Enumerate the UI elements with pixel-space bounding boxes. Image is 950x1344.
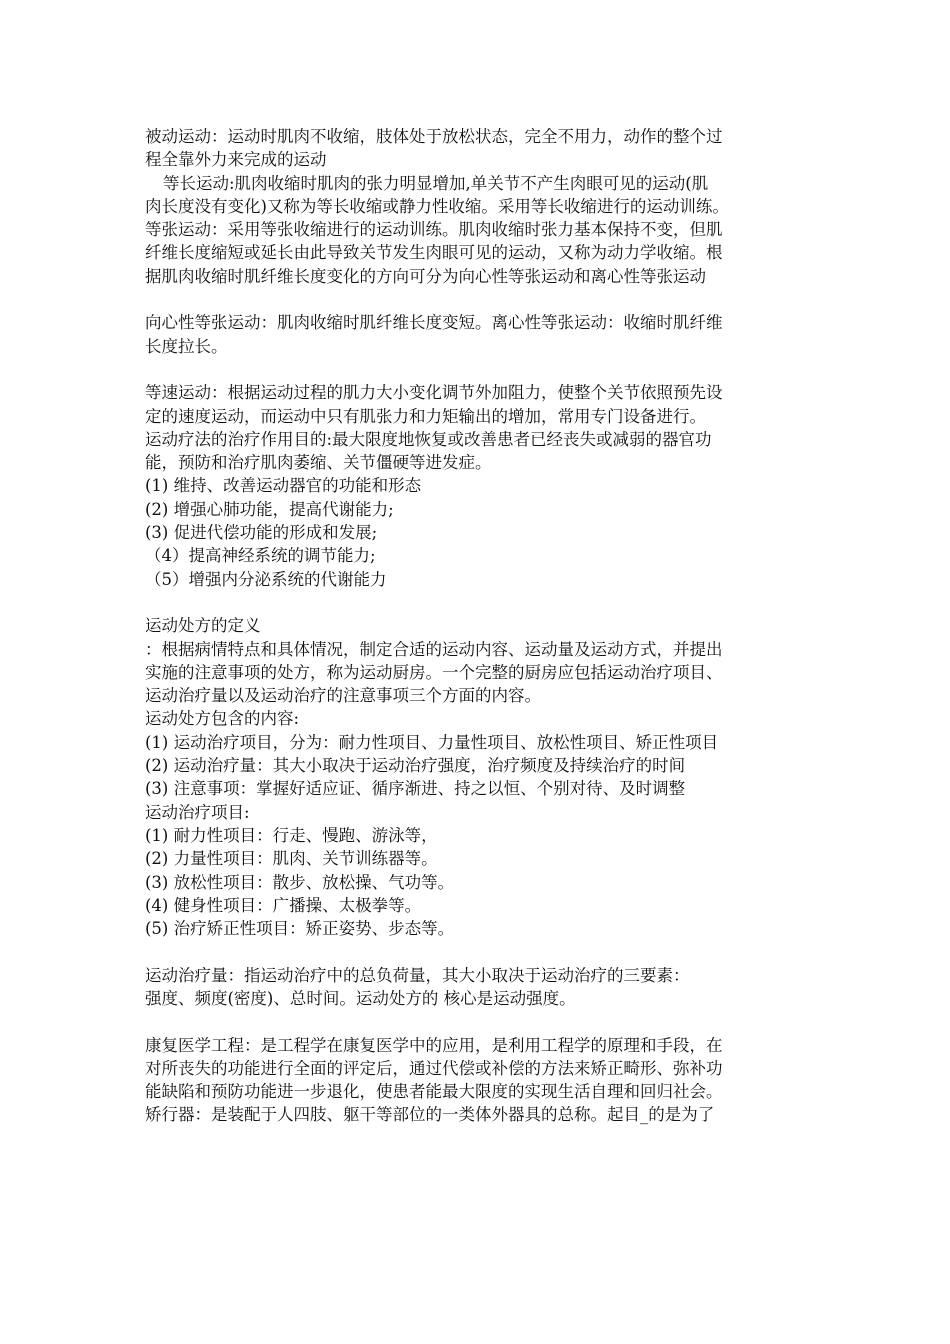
paragraph-isometric-isotonic bbox=[145, 172, 825, 288]
text-line: 能，预防和治疗肌肉萎缩、关节僵硬等进发症。 bbox=[145, 453, 492, 473]
paragraph-concentric-eccentric bbox=[145, 311, 825, 358]
list-item: (1) 运动治疗项目，分为：耐力性项目、力量性项目、放松性项目、矫正性项目 bbox=[145, 732, 719, 752]
list-item: (5) 治疗矫正性项目：矫正姿势、步态等。 bbox=[145, 919, 455, 939]
text-line: 据肌肉收缩时肌纤维长度变化的方向可分为向心性等张运动和离心性等张运动 bbox=[145, 266, 706, 286]
paragraph-gap bbox=[145, 940, 825, 963]
text-line: 定的速度运动，而运动中只有肌张力和力矩输出的增加，常用专门设备进行。 bbox=[145, 406, 706, 426]
paragraph-exercise-dose bbox=[145, 964, 825, 1011]
text-line: 纤维长度缩短或延长由此导致关节发生肉眼可见的运动，又称为动力学收缩。根 bbox=[145, 243, 723, 263]
list-item: (1) 耐力性项目：行走、慢跑、游泳等， bbox=[145, 825, 438, 845]
text-line: 长度拉长。 bbox=[145, 336, 228, 356]
text-line: 程全靠外力来完成的运动 bbox=[145, 150, 327, 170]
text-line: 康复医学工程：是工程学在康复医学中的应用，是利用工程学的原理和手段，在 bbox=[145, 1035, 723, 1055]
text-line: 矫行器：是装配于人四肢、躯干等部位的一类体外器具的总称。起目_的是为了 bbox=[145, 1105, 715, 1125]
text-line: 肉长度没有变化)又称为等长收缩或静力性收缩。采用等长收缩进行的运动训练。 bbox=[145, 196, 729, 216]
text-line: 被动运动：运动时肌肉不收缩，肢体处于放松状态，完全不用力，动作的整个过 bbox=[145, 127, 723, 146]
text-line: 实施的注意事项的处方，称为运动厨房。一个完整的厨房应包括运动治疗项目、 bbox=[145, 662, 723, 682]
list-item: (1) 维持、改善运动器官的功能和形态 bbox=[145, 476, 422, 496]
paragraph-isokinetic-goals bbox=[145, 381, 825, 591]
text-line: 强度、频度(密度)、总时间。运动处方的 核心是运动强度。 bbox=[145, 988, 576, 1008]
text-line: 运动治疗项目: bbox=[145, 802, 250, 822]
paragraph-passive-exercise bbox=[145, 125, 825, 172]
text-line: 对所丧失的功能进行全面的评定后，通过代偿或补偿的方法来矫正畸形、弥补功 bbox=[145, 1058, 723, 1078]
paragraph-rehab-engineering bbox=[145, 1034, 825, 1127]
document-body bbox=[145, 125, 825, 1127]
list-item: (3) 注意事项：掌握好适应证、循序渐进、持之以恒、个别对待、及时调整 bbox=[145, 779, 686, 799]
list-item: （4）提高神经系统的调节能力; bbox=[145, 546, 376, 566]
paragraph-gap bbox=[145, 288, 825, 311]
text-line: 运动治疗量以及运动治疗的注意事项三个方面的内容。 bbox=[145, 686, 541, 706]
paragraph-exercise-prescription bbox=[145, 614, 825, 940]
text-line: ：根据病情特点和具体情况，制定合适的运动内容、运动量及运动方式，并提出 bbox=[145, 639, 723, 659]
text-line: 向心性等张运动：肌肉收缩时肌纤维长度变短。离心性等张运动：收缩时肌纤维 bbox=[145, 313, 723, 333]
text-line: 等速运动：根据运动过程的肌力大小变化调节外加阻力，使整个关节依照预先设 bbox=[145, 383, 723, 403]
section-heading: 运动处方的定义 bbox=[145, 616, 261, 636]
paragraph-gap bbox=[145, 591, 825, 614]
list-item: （5）增强内分泌系统的代谢能力 bbox=[145, 569, 387, 589]
text-line: 运动治疗量：指运动治疗中的总负荷量，其大小取决于运动治疗的三要素： bbox=[145, 965, 690, 985]
list-item: (3) 促进代偿功能的形成和发展; bbox=[145, 523, 378, 543]
paragraph-gap bbox=[145, 1010, 825, 1033]
text-line: 等长运动:肌肉收缩时肌肉的张力明显增加,单关节不产生肉眼可见的运动(肌 bbox=[163, 173, 709, 193]
text-line: 能缺陷和预防功能进一步退化，使患者能最大限度的实现生活自理和回归社会。 bbox=[145, 1082, 723, 1102]
paragraph-gap bbox=[145, 358, 825, 381]
list-item: (2) 增强心肺功能，提高代谢能力; bbox=[145, 499, 394, 519]
list-item: (3) 放松性项目：散步、放松操、气功等。 bbox=[145, 872, 455, 892]
text-line: 运动处方包含的内容: bbox=[145, 709, 300, 729]
list-item: (4) 健身性项目：广播操、太极拳等。 bbox=[145, 895, 422, 915]
text-line: 等张运动：采用等张收缩进行的运动训练。肌肉收缩时张力基本保持不变，但肌 bbox=[145, 220, 723, 240]
list-item: (2) 运动治疗量：其大小取决于运动治疗强度，治疗频度及持续治疗的时间 bbox=[145, 756, 686, 776]
text-line: 运动疗法的治疗作用目的:最大限度地恢复或改善患者已经丧失或减弱的器官功 bbox=[145, 429, 712, 449]
list-item: (2) 力量性项目：肌肉、关节训练器等。 bbox=[145, 849, 438, 869]
